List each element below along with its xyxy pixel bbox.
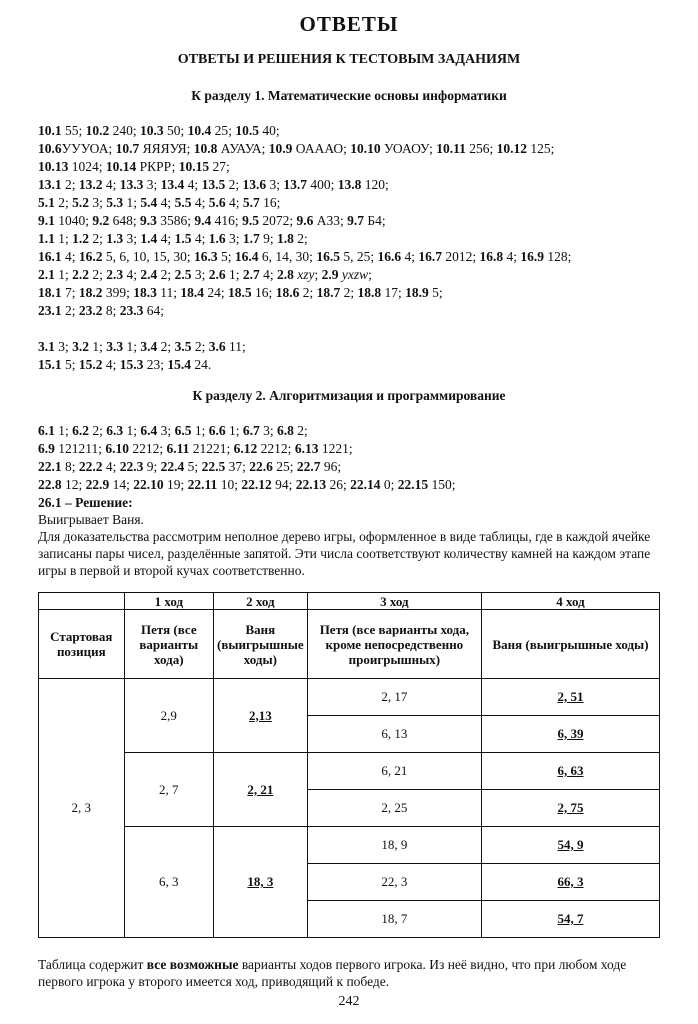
answer-value: 1221; — [318, 441, 353, 456]
answer-line — [38, 458, 660, 476]
answer-number: 22.7 — [296, 459, 321, 474]
answer-value: 1040; — [54, 213, 93, 228]
answer-number: 16.5 — [316, 249, 340, 264]
answer-value: 2; — [299, 285, 317, 300]
answer-value: 3586; — [156, 213, 195, 228]
answer-value: 16; — [251, 285, 276, 300]
answer-value: 5; — [184, 459, 202, 474]
answer-number: 10.6 — [38, 141, 62, 156]
answer-value: 1; — [191, 423, 209, 438]
answer-value: 11; — [156, 285, 181, 300]
answer-value: 16; — [259, 195, 281, 210]
answer-value: 3; — [54, 339, 73, 354]
petya-move-3-cell: 22, 3 — [307, 864, 481, 901]
answer-value: 2; — [61, 303, 79, 318]
answer-value: 5; — [61, 357, 79, 372]
answer-number: 15.3 — [119, 357, 144, 372]
answer-number: 16.1 — [38, 249, 62, 264]
answer-line — [38, 284, 660, 302]
answer-line — [38, 194, 660, 212]
answer-value: 8; — [61, 459, 79, 474]
answer-number: 13.8 — [337, 177, 362, 192]
answer-number: 15.4 — [167, 357, 192, 372]
answer-number: 13.7 — [283, 177, 307, 192]
answer-number: 6.12 — [233, 441, 258, 456]
answer-value: 128; — [544, 249, 572, 264]
answer-number: 22.11 — [187, 477, 218, 492]
answer-value: 2; — [54, 195, 73, 210]
answer-number: 18.7 — [316, 285, 341, 300]
header-move-4: 4 ход — [482, 593, 660, 610]
vanya-move-4-cell: 54, 9 — [482, 827, 660, 864]
answer-number: 9.2 — [92, 213, 110, 228]
answer-value: 125; — [527, 141, 555, 156]
answer-number: 2.3 — [106, 267, 124, 282]
answer-number: 2.6 — [208, 267, 226, 282]
answer-value: 50; — [163, 123, 188, 138]
answer-value: РКРР; — [136, 159, 179, 174]
answer-value: 24; — [204, 285, 229, 300]
header-move-3: 3 ход — [307, 593, 481, 610]
answer-value: 4; — [184, 177, 202, 192]
answer-value: 23; — [143, 357, 168, 372]
answer-value: 648; — [109, 213, 141, 228]
answer-value: 21221; — [189, 441, 234, 456]
vanya-move-4-cell: 6, 39 — [482, 716, 660, 753]
vanya-move-4-cell: 2, 51 — [482, 679, 660, 716]
answer-number: 6.10 — [105, 441, 129, 456]
answer-value: 3; — [143, 177, 161, 192]
answer-value: 94; — [271, 477, 296, 492]
answer-value: 96; — [320, 459, 342, 474]
answer-number: 23.3 — [119, 303, 144, 318]
answer-value: 4; — [503, 249, 521, 264]
answer-value: 4; — [102, 357, 120, 372]
answer-value: 40; — [258, 123, 280, 138]
answer-value: 3; — [89, 195, 107, 210]
answer-number: 1.3 — [106, 231, 124, 246]
answer-value: 4; — [401, 249, 419, 264]
answer-value: 4; — [225, 195, 243, 210]
answer-value: 26; — [326, 477, 351, 492]
answer-value: 9; — [259, 231, 277, 246]
answer-value: 17; — [381, 285, 406, 300]
answer-number: 18.6 — [275, 285, 300, 300]
answer-line — [38, 422, 660, 440]
header-move-2: 2 ход — [214, 593, 308, 610]
page-title: ОТВЕТЫ — [299, 12, 399, 36]
answer-number: 1.5 — [174, 231, 192, 246]
answer-punct: ; — [314, 267, 322, 282]
answer-line — [38, 476, 660, 494]
answer-number: 3.5 — [174, 339, 192, 354]
answer-number: 22.2 — [78, 459, 103, 474]
answer-value: 2212; — [257, 441, 295, 456]
answer-value: 25; — [272, 459, 297, 474]
answer-value: 1; — [225, 423, 243, 438]
answer-value: АУАУА; — [217, 141, 269, 156]
answer-number: 9.1 — [38, 213, 55, 228]
answer-line — [38, 158, 660, 176]
winner-text: Выигрывает Ваня. — [38, 512, 144, 527]
answer-number: 16.8 — [479, 249, 504, 264]
answer-value: 1024; — [68, 159, 106, 174]
answer-value-italic: yxzw — [341, 267, 369, 282]
answer-value: 4; — [102, 459, 120, 474]
table-body — [39, 679, 660, 938]
answer-value: 4; — [157, 195, 175, 210]
answer-number: 5.6 — [208, 195, 226, 210]
answer-number: 10.5 — [235, 123, 259, 138]
page — [38, 0, 660, 990]
answer-line — [38, 140, 660, 158]
answer-value: 3; — [157, 423, 175, 438]
answer-number: 1.8 — [276, 231, 294, 246]
answer-number: 3.1 — [38, 339, 55, 354]
answer-value: 1; — [89, 339, 107, 354]
answer-number: 5.1 — [38, 195, 55, 210]
answer-number: 10.15 — [178, 159, 210, 174]
answer-value: 121211; — [54, 441, 106, 456]
petya-move-1-cell: 6, 3 — [124, 827, 213, 938]
petya-move-3-cell: 18, 7 — [307, 901, 481, 938]
answer-value: ЯЯЯУЯ; — [139, 141, 194, 156]
answer-number: 10.8 — [193, 141, 218, 156]
intro-paragraph: Для доказательства рассмотрим неполное дерево игры, оформленное в виде таблицы, где в каждой ячейке записаны пары чисел, разделённые запятой. Эти числа соответствуют количеству камней на каждом этапе игры в первой и второй кучах соответственно. — [38, 529, 651, 578]
conclusion-text-end: варианты ходов первого игрока. Из неё видно, что при любом ходе первого игрока у второго имеется ход, приводящий к победе. — [38, 957, 627, 989]
answer-value: 12; — [61, 477, 86, 492]
answer-number: 15.1 — [38, 357, 62, 372]
conclusion-text-start: Таблица содержит — [38, 957, 147, 972]
answer-number: 16.7 — [418, 249, 442, 264]
answer-value: 256; — [465, 141, 497, 156]
answer-number: 6.7 — [242, 423, 260, 438]
answer-value: 55; — [61, 123, 86, 138]
answer-number: 5.7 — [242, 195, 260, 210]
answer-line — [38, 440, 660, 458]
answer-number: 22.1 — [38, 459, 62, 474]
answer-number: 10.13 — [38, 159, 69, 174]
answer-value: 120; — [361, 177, 389, 192]
answer-value: 3; — [191, 267, 209, 282]
answer-number: 9.4 — [194, 213, 212, 228]
answer-number: 18.1 — [38, 285, 62, 300]
answer-value: УУУОА; — [61, 141, 116, 156]
answer-value: 11; — [225, 339, 246, 354]
table-row — [39, 753, 660, 790]
answer-value: 3; — [123, 231, 141, 246]
table-row — [39, 679, 660, 716]
col-start-position: Стартовая позиция — [39, 610, 125, 679]
vanya-move-4-cell: 54, 7 — [482, 901, 660, 938]
petya-move-1-cell: 2, 7 — [124, 753, 213, 827]
answer-line — [38, 356, 660, 374]
answer-value: 10; — [217, 477, 242, 492]
answer-value: 2; — [157, 267, 175, 282]
answer-number: 6.13 — [294, 441, 319, 456]
answer-value: А33; — [313, 213, 348, 228]
answer-number: 1.2 — [72, 231, 90, 246]
answer-number: 13.6 — [242, 177, 267, 192]
answer-number: 2.4 — [140, 267, 158, 282]
answer-number: 1.6 — [208, 231, 226, 246]
petya-move-3-cell: 2, 17 — [307, 679, 481, 716]
answer-number: 5.2 — [72, 195, 90, 210]
answer-value: 1; — [54, 267, 73, 282]
answer-value: 37; — [225, 459, 250, 474]
vanya-move-2-cell: 2, 21 — [214, 753, 308, 827]
table-header-moves — [39, 593, 660, 610]
answer-value: 4; — [259, 267, 277, 282]
section2-heading: К разделу 2. Алгоритмизация и программирование — [192, 388, 506, 403]
answer-number: 2.1 — [38, 267, 55, 282]
answer-value: 4; — [123, 267, 141, 282]
answer-number: 2.9 — [321, 267, 339, 282]
answer-number: 18.2 — [78, 285, 103, 300]
answer-value: 2012; — [441, 249, 480, 264]
vanya-move-2-cell: 18, 3 — [214, 827, 308, 938]
answer-value: 9; — [143, 459, 161, 474]
answer-number: 13.5 — [201, 177, 226, 192]
answer-value: 3; — [266, 177, 284, 192]
answer-value: 2; — [89, 231, 107, 246]
answer-number: 23.2 — [78, 303, 103, 318]
answer-value: 1; — [54, 423, 73, 438]
answer-number: 13.3 — [119, 177, 144, 192]
page-subtitle: ОТВЕТЫ И РЕШЕНИЯ К ТЕСТОВЫМ ЗАДАНИЯМ — [177, 52, 521, 67]
answer-value: 0; — [380, 477, 398, 492]
answer-line — [38, 302, 660, 320]
answer-number: 16.9 — [520, 249, 544, 264]
answer-number: 1.1 — [38, 231, 55, 246]
answer-number: 22.14 — [350, 477, 381, 492]
answer-number: 2.2 — [72, 267, 90, 282]
answer-value: ОАААО; — [292, 141, 351, 156]
answer-value: 2; — [89, 267, 107, 282]
answer-value: 2; — [61, 177, 79, 192]
vanya-move-4-cell: 2, 75 — [482, 790, 660, 827]
answer-value: 2; — [340, 285, 358, 300]
answer-number: 3.6 — [208, 339, 226, 354]
answer-value: 4; — [191, 231, 209, 246]
answer-number: 13.4 — [160, 177, 185, 192]
answer-value: 5, 6, 10, 15, 30; — [102, 249, 195, 264]
answer-value: 1; — [123, 339, 141, 354]
answer-number: 22.4 — [160, 459, 185, 474]
answer-value: 5, 25; — [339, 249, 378, 264]
answer-number: 5.4 — [140, 195, 158, 210]
answer-number: 10.2 — [85, 123, 110, 138]
answer-number: 10.1 — [38, 123, 62, 138]
answer-number: 18.8 — [357, 285, 382, 300]
answer-value: 1; — [54, 231, 73, 246]
answer-number: 2.5 — [174, 267, 192, 282]
answer-number: 6.8 — [276, 423, 294, 438]
answer-number: 22.12 — [241, 477, 272, 492]
answer-value: 4; — [157, 231, 175, 246]
answer-number: 10.7 — [115, 141, 140, 156]
answer-number: 10.11 — [436, 141, 466, 156]
answer-number: 10.12 — [496, 141, 528, 156]
answer-value: 2212; — [129, 441, 167, 456]
answer-value: 14; — [109, 477, 134, 492]
answer-value: 2; — [157, 339, 175, 354]
answer-number: 9.6 — [296, 213, 314, 228]
answer-number: 10.4 — [187, 123, 212, 138]
section1-answers — [38, 122, 660, 374]
answer-value: 19; — [163, 477, 188, 492]
col-vanya-4: Ваня (выигрышные ходы) — [482, 610, 660, 679]
answer-value: 150; — [428, 477, 456, 492]
answer-value: УОАОУ; — [380, 141, 437, 156]
answer-number: 3.2 — [72, 339, 90, 354]
answer-number: 18.3 — [133, 285, 157, 300]
answer-number: 3.3 — [106, 339, 124, 354]
answer-number: 9.7 — [347, 213, 364, 228]
header-empty — [39, 593, 125, 610]
answer-number: 2.8 — [276, 267, 294, 282]
petya-move-3-cell: 6, 13 — [307, 716, 481, 753]
answer-line — [38, 338, 660, 356]
answer-line — [38, 320, 660, 338]
answer-value: 5; — [428, 285, 443, 300]
answer-line — [38, 176, 660, 194]
answer-number: 9.5 — [242, 213, 259, 228]
game-tree-table — [38, 592, 660, 938]
vanya-move-4-cell: 6, 63 — [482, 753, 660, 790]
answer-punct: ; — [368, 267, 372, 282]
answer-number: 18.9 — [405, 285, 429, 300]
answer-number: 23.1 — [38, 303, 62, 318]
petya-move-3-cell: 2, 25 — [307, 790, 481, 827]
answer-number: 6.11 — [166, 441, 190, 456]
answer-value: 3; — [225, 231, 243, 246]
answer-number: 16.3 — [194, 249, 218, 264]
answer-number: 2.7 — [242, 267, 260, 282]
answer-value: 1; — [225, 267, 243, 282]
answer-value: 6, 14, 30; — [258, 249, 317, 264]
answer-number: 10.3 — [140, 123, 164, 138]
answer-line — [38, 248, 660, 266]
answer-line — [38, 122, 660, 140]
answer-value: 4; — [102, 177, 120, 192]
answer-value: 8; — [102, 303, 120, 318]
answer-number: 22.3 — [119, 459, 144, 474]
table-row — [39, 827, 660, 864]
vanya-move-4-cell: 66, 3 — [482, 864, 660, 901]
answer-number: 1.4 — [140, 231, 158, 246]
vanya-move-2-cell: 2,13 — [214, 679, 308, 753]
answer-number: 5.5 — [174, 195, 192, 210]
answer-number: 6.9 — [38, 441, 55, 456]
answer-number: 16.6 — [377, 249, 402, 264]
answer-value: 27; — [209, 159, 230, 174]
answer-value: 7; — [61, 285, 79, 300]
answer-number: 22.5 — [201, 459, 226, 474]
answer-number: 16.2 — [78, 249, 103, 264]
answer-number: 3.4 — [140, 339, 158, 354]
answer-value: 240; — [109, 123, 141, 138]
answer-number: 13.1 — [38, 177, 62, 192]
conclusion-paragraph — [38, 956, 660, 990]
answer-value: Б4; — [363, 213, 386, 228]
col-vanya-2: Ваня (выигрышные ходы) — [214, 610, 308, 679]
answer-value: 25; — [211, 123, 236, 138]
section1-heading: К разделу 1. Математические основы информатики — [191, 88, 507, 103]
section2-answers — [38, 422, 660, 494]
answer-number: 5.3 — [106, 195, 124, 210]
answer-number: 22.10 — [133, 477, 164, 492]
answer-number: 16.4 — [234, 249, 259, 264]
answer-value: 2; — [293, 231, 308, 246]
answer-value: 5; — [217, 249, 235, 264]
answer-number: 6.5 — [174, 423, 192, 438]
petya-move-3-cell: 18, 9 — [307, 827, 481, 864]
answer-number: 10.10 — [350, 141, 381, 156]
answer-value: 64; — [143, 303, 165, 318]
answer-number: 6.1 — [38, 423, 55, 438]
answer-value: 4; — [191, 195, 209, 210]
answer-value: 1; — [123, 423, 141, 438]
answer-number: 6.6 — [208, 423, 226, 438]
answer-value: 2; — [225, 177, 243, 192]
answer-number: 22.9 — [85, 477, 110, 492]
answer-value: 400; — [306, 177, 338, 192]
start-position-cell: 2, 3 — [39, 679, 125, 938]
answer-number: 22.6 — [249, 459, 273, 474]
answer-number: 9.3 — [140, 213, 157, 228]
answer-number: 6.3 — [106, 423, 124, 438]
page-number: 242 — [338, 994, 360, 1009]
petya-move-1-cell: 2,9 — [124, 679, 213, 753]
answer-value: 399; — [102, 285, 134, 300]
answer-line — [38, 230, 660, 248]
answer-number: 1.7 — [242, 231, 260, 246]
answer-number: 18.5 — [228, 285, 252, 300]
solution-heading: 26.1 – Решение: — [38, 495, 133, 510]
col-petya-3: Петя (все варианты хода, кроме непосредственно проигрышных) — [307, 610, 481, 679]
answer-number: 6.4 — [140, 423, 158, 438]
answer-number: 22.15 — [397, 477, 429, 492]
answer-number: 10.14 — [105, 159, 137, 174]
answer-number: 18.4 — [180, 285, 205, 300]
answer-value-italic: xzy — [297, 267, 315, 282]
answer-value: 2072; — [258, 213, 297, 228]
answer-number: 6.2 — [72, 423, 90, 438]
answer-line — [38, 266, 660, 284]
answer-number: 22.13 — [295, 477, 327, 492]
header-move-1: 1 ход — [124, 593, 213, 610]
table-header-columns — [39, 610, 660, 679]
answer-value: 2; — [293, 423, 308, 438]
answer-line — [38, 212, 660, 230]
answer-value: 24. — [191, 357, 212, 372]
answer-value: 2; — [89, 423, 107, 438]
answer-value: 3; — [259, 423, 277, 438]
col-petya-1: Петя (все варианты хода) — [124, 610, 213, 679]
answer-number: 13.2 — [78, 177, 103, 192]
answer-number: 10.9 — [268, 141, 293, 156]
answer-value: 416; — [211, 213, 243, 228]
conclusion-bold: все возможные — [146, 957, 239, 972]
petya-move-3-cell: 6, 21 — [307, 753, 481, 790]
answer-value: 1; — [123, 195, 141, 210]
answer-number: 15.2 — [78, 357, 103, 372]
answer-value: 4; — [61, 249, 79, 264]
answer-number: 22.8 — [38, 477, 62, 492]
answer-value: 2; — [191, 339, 209, 354]
